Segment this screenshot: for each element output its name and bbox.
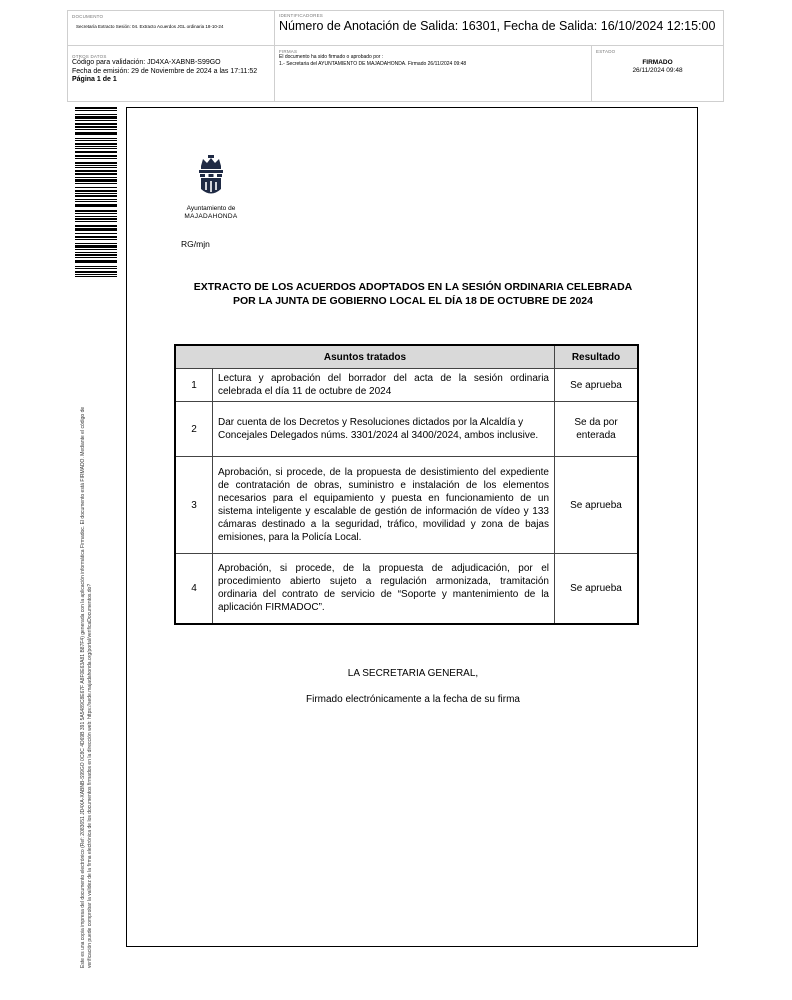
- header-subjects: Asuntos tratados: [175, 345, 555, 369]
- verification-text-2: verificación puede comprobar la validez de la firma electrónica de los documentos firmados en la dirección web: https://sede.majadahonda.org/portal/verificaDocumentos.do?: [86, 583, 93, 968]
- estado-cell: [592, 46, 723, 101]
- barcode: [75, 107, 117, 279]
- municipal-logo: [179, 154, 243, 221]
- reference-code: RG/mjn: [181, 239, 210, 249]
- row-number: 2: [175, 402, 213, 457]
- document-name: Secretaría Extracto Sesión: 04. Extracto Acuerdos JGL ordinaria 18-10-24: [76, 24, 224, 29]
- emission-date: Fecha de emisión: 29 de Noviembre de 2024 a las 17:11:52: [72, 67, 258, 75]
- firmas-cell: [275, 46, 592, 101]
- verification-sidebar: [80, 303, 93, 968]
- estado-caption: ESTADO: [596, 49, 616, 54]
- row-number: 3: [175, 457, 213, 554]
- table-row: [175, 554, 638, 624]
- anotacion-text: Número de Anotación de Salida: 16301, Fecha de Salida: 16/10/2024 12:15:00: [279, 19, 716, 33]
- row-subject: Dar cuenta de los Decretos y Resoluciones dictados por la Alcaldía y Concejales Delegados núms. 3301/2024 al 3400/2024, ambos inclusive.: [213, 402, 555, 457]
- secretary-title: LA SECRETARIA GENERAL,: [347, 668, 479, 679]
- row-result: Se da por enterada: [555, 402, 639, 457]
- crown-tower-emblem-icon: [196, 154, 226, 198]
- row-result: Se aprueba: [555, 457, 639, 554]
- estado-status: FIRMADO: [642, 59, 673, 66]
- document-title: [127, 280, 699, 308]
- row-subject: Lectura y aprobación del borrador del acta de la sesión ordinaria celebrada el día 11 de octubre de 2024: [213, 369, 555, 402]
- row-subject: Aprobación, si procede, de la propuesta de desistimiento del expediente de contratación de obras, suministro e instalación de los elementos necesarios para el equipamiento y puesta en funcionamiento de un sistema inteligente y escalable de gestión de información de vídeo y 133 cámaras destinado a la seguridad, tráfico, movilidad y zona de bajas emisiones, para la Policía Local.: [213, 457, 555, 554]
- identificadores-cell: [275, 11, 723, 46]
- agenda-header-row: [175, 345, 638, 369]
- title-line-2: POR LA JUNTA DE GOBIERNO LOCAL EL DÍA 18 DE OCTUBRE DE 2024: [233, 295, 593, 307]
- table-row: [175, 402, 638, 457]
- documento-cell: [68, 11, 275, 46]
- signed-note: Firmado electrónicamente a la fecha de su firma: [306, 694, 520, 705]
- document-header: [67, 10, 724, 102]
- estado-date: 26/11/2024 09:48: [632, 67, 683, 74]
- otros-datos-cell: [68, 46, 275, 101]
- firmas-text: El documento ha sido firmado o aprobado por :: [279, 54, 384, 60]
- logo-line-2: MAJADAHONDA: [184, 213, 238, 220]
- agenda-table: [174, 344, 639, 625]
- validation-code: Código para validación: JD4XA-XABNB-S99GO: [72, 59, 221, 66]
- table-row: [175, 457, 638, 554]
- row-number: 1: [175, 369, 213, 402]
- row-result: Se aprueba: [555, 554, 639, 624]
- firmas-caption: FIRMAS: [279, 49, 298, 54]
- row-number: 4: [175, 554, 213, 624]
- row-result: Se aprueba: [555, 369, 639, 402]
- header-result: Resultado: [555, 345, 639, 369]
- verification-text-1: Este es una copia impresa del documento electrónico (Ref: 2083651 JD4XA-XABNB-S99GO 0C8C 4D69B 391 5A5489C8E67F A8F0E63A81 B87F4) generada con la aplicación informática Firmadoc. El documento está FIRMADO. Mediante el código de: [80, 406, 86, 968]
- document-page: [126, 107, 698, 947]
- documento-caption: DOCUMENTO: [72, 14, 104, 19]
- title-line-1: EXTRACTO DE LOS ACUERDOS ADOPTADOS EN LA SESIÓN ORDINARIA CELEBRADA: [193, 281, 633, 293]
- otros-datos-caption: OTROS DATOS: [72, 54, 107, 59]
- row-subject: Aprobación, si procede, de la propuesta de adjudicación, por el procedimiento abierto sujeto a regulación armonizada, tramitación ordinaria del contrato de servicio de “Soporte y mantenimiento de la aplicación FIRMADOC”.: [213, 554, 555, 624]
- logo-line-1: Ayuntamiento de: [186, 205, 236, 212]
- identificadores-caption: IDENTIFICADORES: [279, 13, 324, 18]
- table-row: [175, 369, 638, 402]
- page-count: Página 1 de 1: [72, 76, 117, 83]
- firmas-line: 1.- Secretaria del AYUNTAMIENTO DE MAJADAHONDA. Firmado 26/11/2024 09:48: [279, 61, 467, 67]
